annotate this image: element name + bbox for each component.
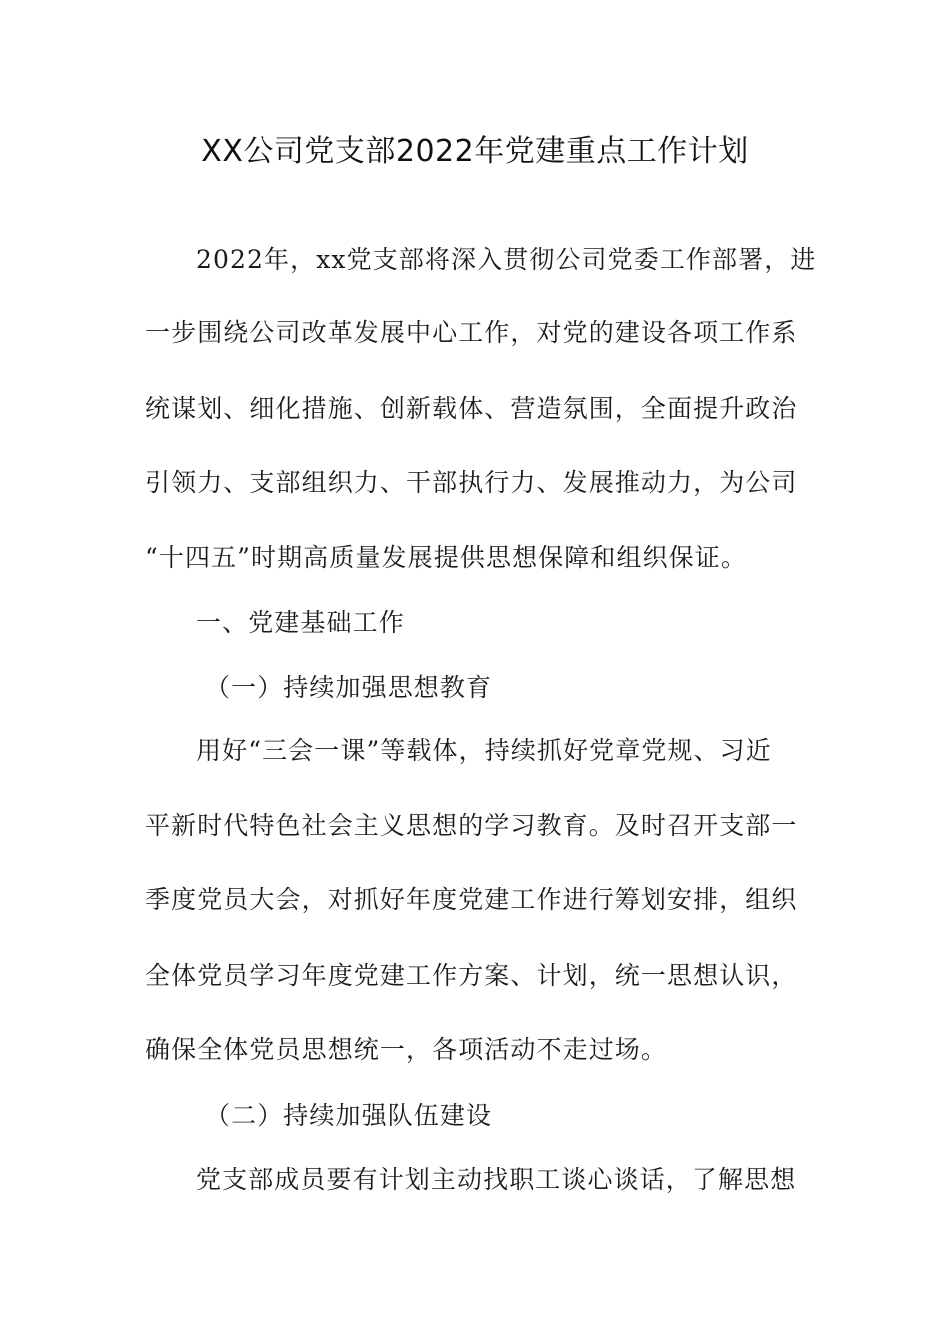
document-title: XX公司党支部2022年党建重点工作计划 bbox=[201, 134, 749, 169]
sub1-line-2: 平新时代特色社会主义思想的学习教育。及时召开支部一 bbox=[145, 811, 798, 840]
intro-line-1: 2022年，xx党支部将深入贯彻公司党委工作部署，进 bbox=[196, 245, 817, 274]
intro-line-4: 引领力、支部组织力、干部执行力、发展推动力，为公司 bbox=[145, 468, 798, 497]
sub1-line-3: 季度党员大会，对抓好年度党建工作进行筹划安排，组织 bbox=[145, 885, 798, 914]
subsection-heading-2: （二）持续加强队伍建设 bbox=[205, 1101, 493, 1130]
intro-line-5: “十四五”时期高质量发展提供思想保障和组织保证。 bbox=[145, 543, 747, 572]
intro-line-2: 一步围绕公司改革发展中心工作，对党的建设各项工作系 bbox=[145, 318, 798, 347]
subsection-heading-1: （一）持续加强思想教育 bbox=[205, 673, 493, 702]
sub1-line-5: 确保全体党员思想统一，各项活动不走过场。 bbox=[145, 1035, 668, 1064]
sub1-line-1: 用好“三会一课”等载体，持续抓好党章党规、习近 bbox=[196, 736, 772, 765]
sub1-line-4: 全体党员学习年度党建工作方案、计划，统一思想认识， bbox=[145, 961, 798, 990]
section-heading-1: 一、党建基础工作 bbox=[196, 608, 405, 637]
sub2-line-1: 党支部成员要有计划主动找职工谈心谈话，了解思想 bbox=[196, 1165, 797, 1194]
intro-line-3: 统谋划、细化措施、创新载体、营造氛围，全面提升政治 bbox=[145, 394, 798, 423]
